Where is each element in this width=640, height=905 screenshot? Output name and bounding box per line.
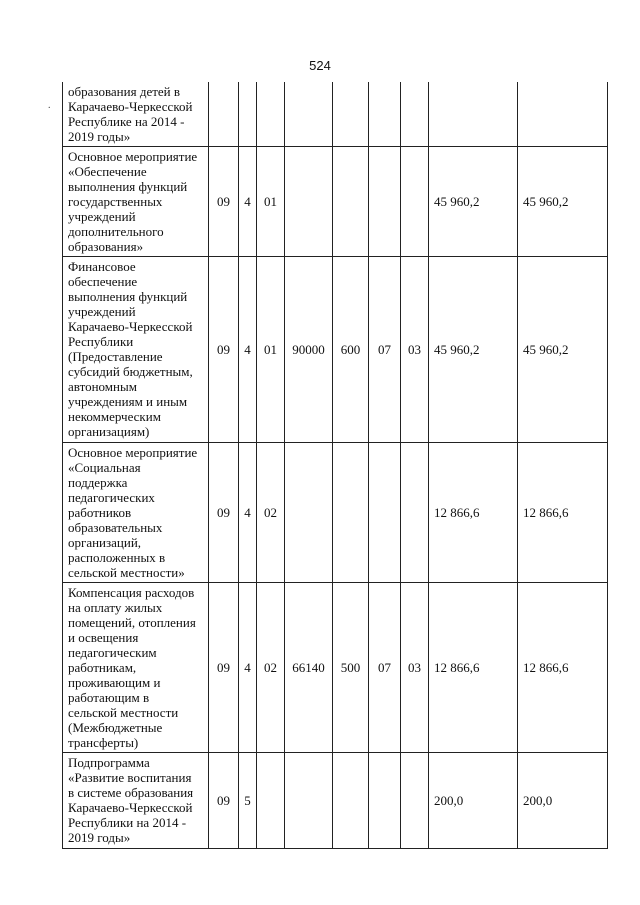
budget-table <box>62 82 608 849</box>
table-row <box>63 147 608 257</box>
subprogram-cell: 02 <box>257 443 285 583</box>
chapter-cell <box>369 443 401 583</box>
subsection-cell <box>401 443 429 583</box>
amount-cell: 45 960,2 <box>429 147 518 257</box>
amount-total-cell: 12 866,6 <box>518 443 608 583</box>
direction-cell <box>285 443 333 583</box>
table-row <box>63 753 608 849</box>
chapter-cell <box>369 753 401 849</box>
section-cell: 09 <box>209 583 239 753</box>
row-description: Основное мероприятие «Социальная поддержка педагогических работников образовательных организаций, расположенных в сельской местности» <box>68 445 198 580</box>
program-cell: 4 <box>239 147 257 257</box>
section-cell: 09 <box>209 147 239 257</box>
subprogram-cell: 01 <box>257 257 285 443</box>
row-description-cell <box>63 147 209 257</box>
subsection-cell <box>401 753 429 849</box>
row-description: Основное мероприятие «Обеспечение выполнения функций государственных учреждений дополнительного образования» <box>68 149 198 254</box>
table-row <box>63 82 608 147</box>
amount-cell: 45 960,2 <box>429 257 518 443</box>
expense-type-cell <box>333 82 369 147</box>
program-cell: 4 <box>239 583 257 753</box>
amount-total-cell: 45 960,2 <box>518 257 608 443</box>
subsection-cell <box>401 82 429 147</box>
margin-mark: . <box>48 100 51 111</box>
table-row <box>63 443 608 583</box>
direction-cell: 66140 <box>285 583 333 753</box>
table-row <box>63 257 608 443</box>
expense-type-cell: 500 <box>333 583 369 753</box>
row-description-cell <box>63 257 209 443</box>
program-cell: 4 <box>239 443 257 583</box>
amount-cell: 12 866,6 <box>429 583 518 753</box>
program-cell: 5 <box>239 753 257 849</box>
section-cell <box>209 82 239 147</box>
row-description-cell <box>63 753 209 849</box>
expense-type-cell <box>333 147 369 257</box>
chapter-cell <box>369 147 401 257</box>
direction-cell <box>285 82 333 147</box>
row-description-cell <box>63 443 209 583</box>
direction-cell <box>285 753 333 849</box>
row-description: Подпрограмма «Развитие воспитания в системе образования Карачаево-Черкесской Республики на 2014 - 2019 годы» <box>68 755 194 845</box>
amount-total-cell: 45 960,2 <box>518 147 608 257</box>
amount-cell: 12 866,6 <box>429 443 518 583</box>
table-row <box>63 583 608 753</box>
subprogram-cell: 02 <box>257 583 285 753</box>
direction-cell <box>285 147 333 257</box>
amount-cell: 200,0 <box>429 753 518 849</box>
direction-cell: 90000 <box>285 257 333 443</box>
amount-cell <box>429 82 518 147</box>
expense-type-cell <box>333 443 369 583</box>
page-number: 524 <box>309 58 331 73</box>
program-cell: 4 <box>239 257 257 443</box>
program-cell <box>239 82 257 147</box>
section-cell: 09 <box>209 753 239 849</box>
row-description: образования детей в Карачаево-Черкесской Республике на 2014 - 2019 годы» <box>68 84 193 144</box>
expense-type-cell <box>333 753 369 849</box>
chapter-cell: 07 <box>369 583 401 753</box>
chapter-cell <box>369 82 401 147</box>
subsection-cell <box>401 147 429 257</box>
subprogram-cell <box>257 753 285 849</box>
amount-total-cell: 200,0 <box>518 753 608 849</box>
expense-type-cell: 600 <box>333 257 369 443</box>
row-description-cell <box>63 82 209 147</box>
section-cell: 09 <box>209 443 239 583</box>
row-description-cell <box>63 583 209 753</box>
row-description: Компенсация расходов на оплату жилых помещений, отопления и освещения педагогическим работникам, проживающим и работающим в сельской местности (Межбюджетные трансферты) <box>68 585 196 750</box>
amount-total-cell: 12 866,6 <box>518 583 608 753</box>
chapter-cell: 07 <box>369 257 401 443</box>
subprogram-cell: 01 <box>257 147 285 257</box>
amount-total-cell <box>518 82 608 147</box>
subsection-cell: 03 <box>401 257 429 443</box>
row-description: Финансовое обеспечение выполнения функций учреждений Карачаево-Черкесской Республики (Предоставление субсидий бюджетным, автономным учреждениям и иным некоммерческим организациям) <box>68 259 193 439</box>
section-cell: 09 <box>209 257 239 443</box>
subsection-cell: 03 <box>401 583 429 753</box>
subprogram-cell <box>257 82 285 147</box>
